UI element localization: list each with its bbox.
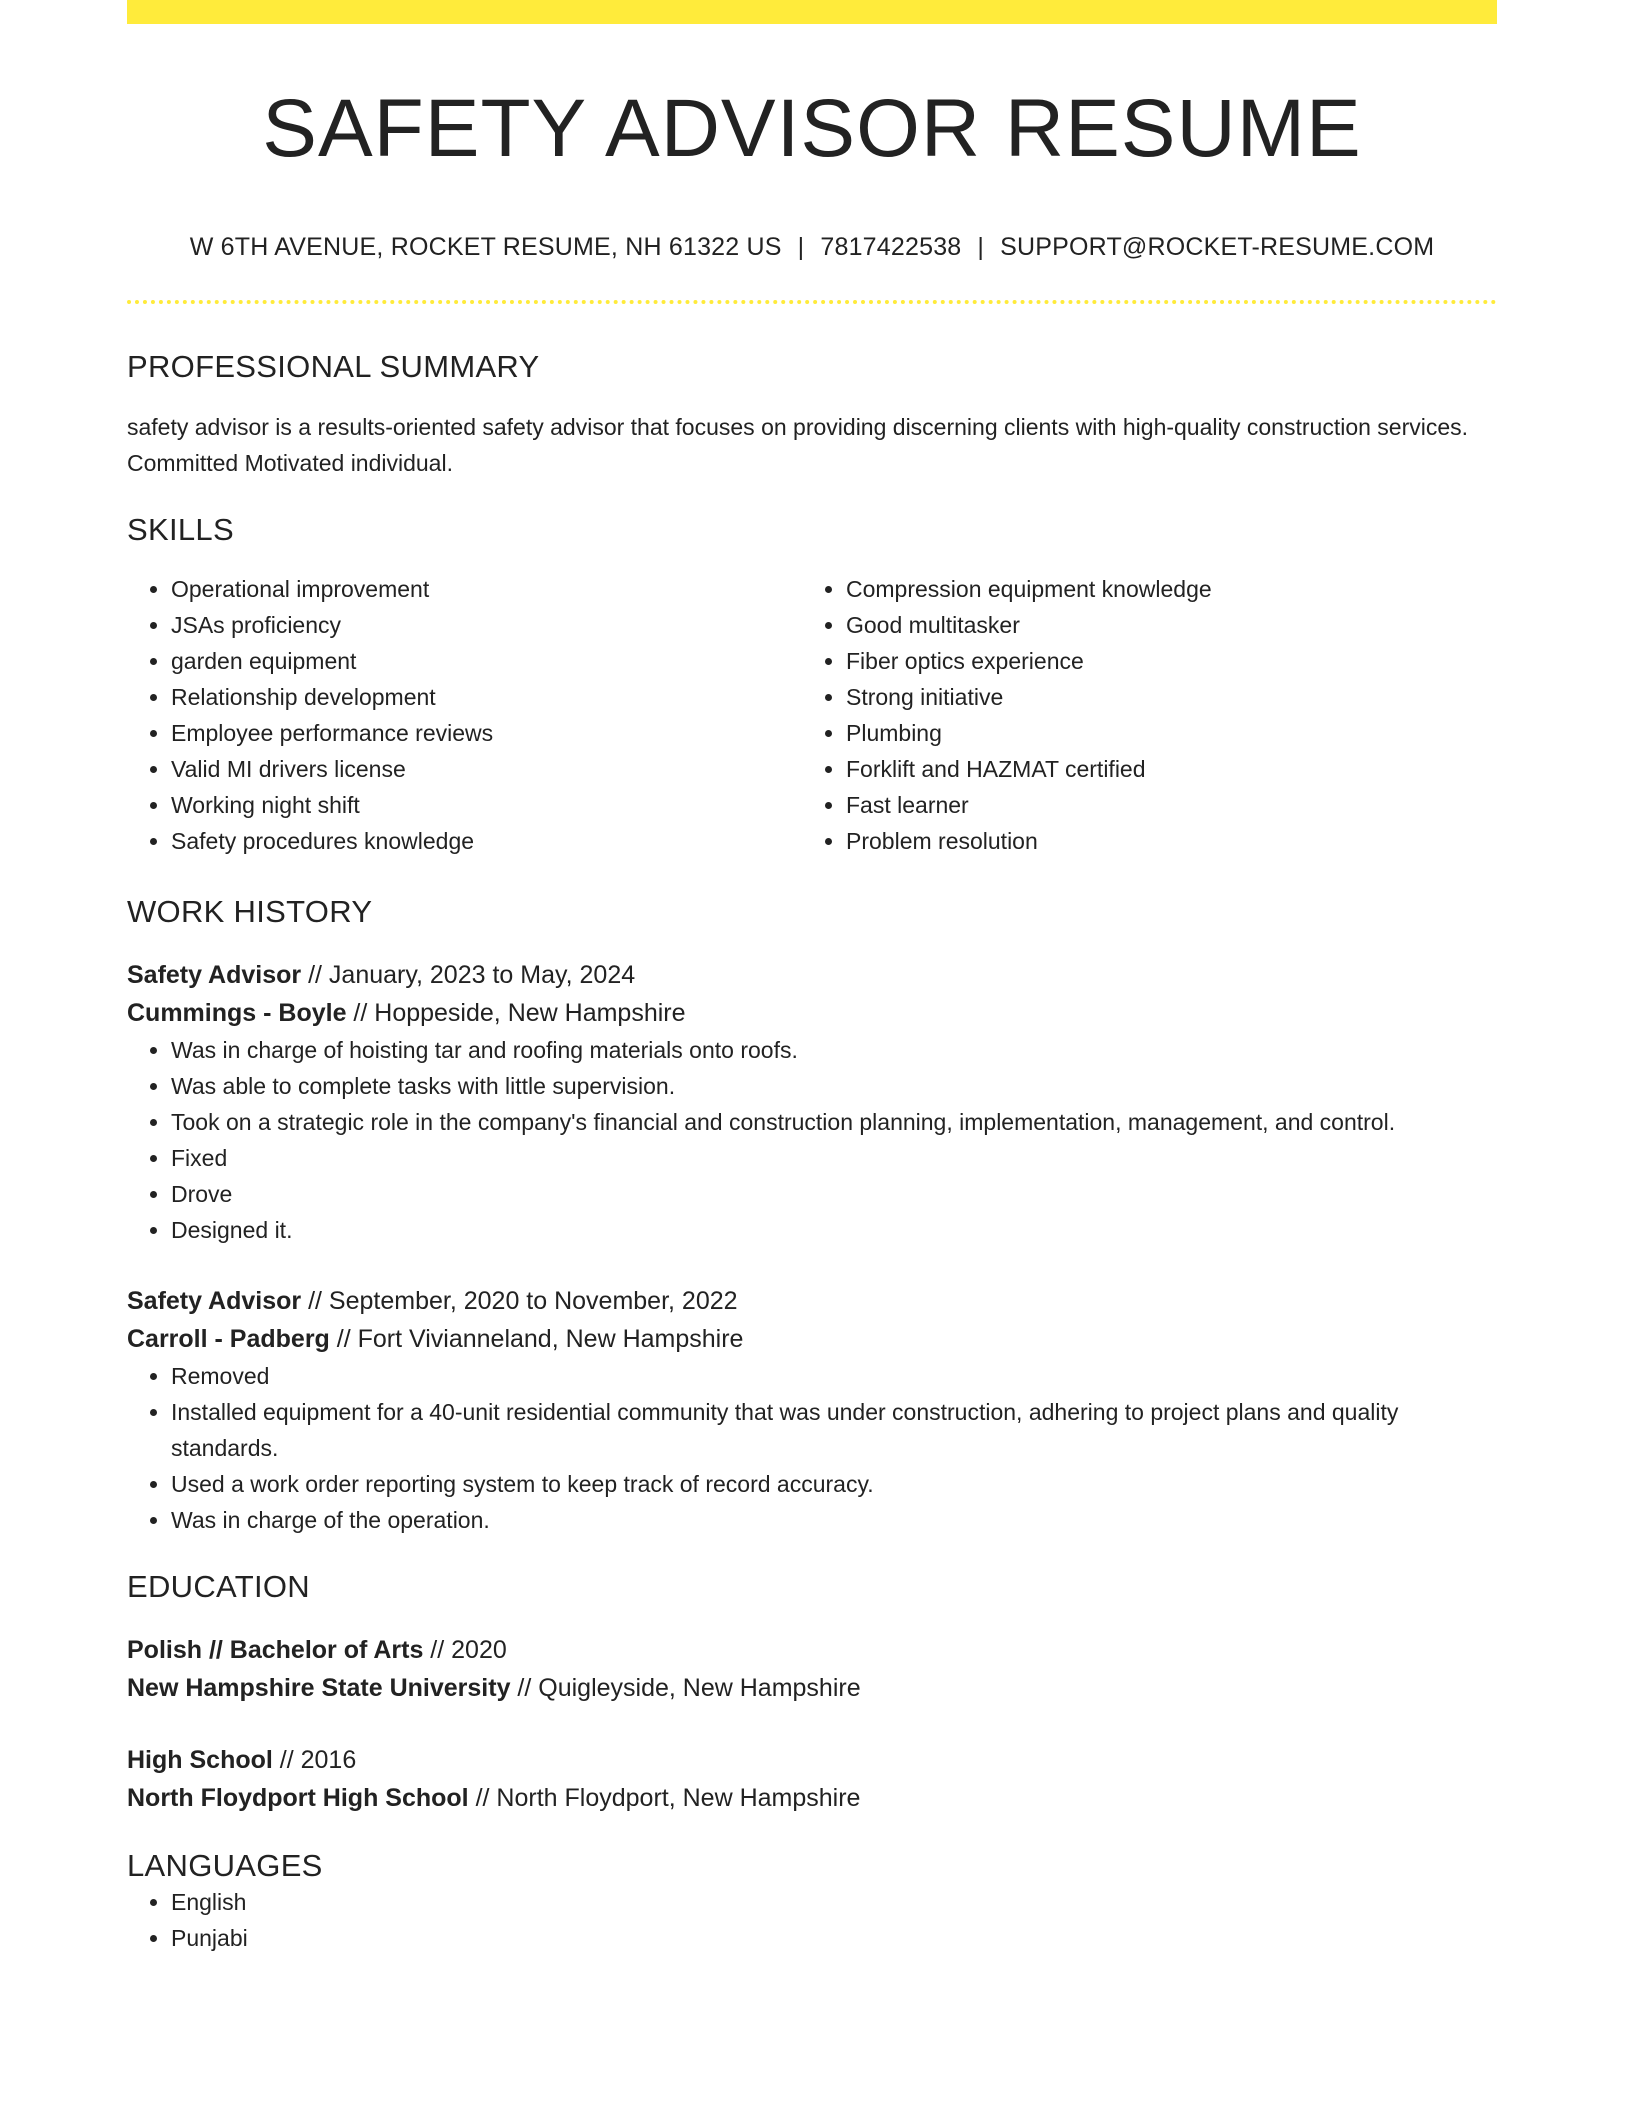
job-bullet: • Took on a strategic role in the company's financial and construction planning, implementation, management, and control. [171, 1104, 1497, 1140]
job-bullet: • Was in charge of the operation. [171, 1502, 1497, 1538]
skill-item: • Forklift and HAZMAT certified [846, 751, 1477, 787]
education-year: // 2020 [423, 1635, 507, 1664]
education-degree: Polish // Bachelor of Arts [127, 1635, 424, 1664]
skill-item: • Relationship development [171, 679, 802, 715]
skill-item: • Compression equipment knowledge [846, 571, 1477, 607]
work-history-section [127, 893, 1497, 1538]
job-title-line [127, 1282, 1497, 1320]
education-location: // North Floydport, New Hampshire [468, 1783, 861, 1812]
contact-line [127, 232, 1497, 262]
job-bullet-list [127, 1032, 1497, 1248]
dotted-divider [127, 300, 1497, 304]
skills-grid [127, 571, 1497, 859]
job-title: Safety Advisor [127, 1286, 302, 1315]
skills-column-left [127, 571, 802, 859]
job-header [127, 1282, 1497, 1358]
skills-column-right [802, 571, 1477, 859]
skill-item: • Working night shift [171, 787, 802, 823]
skill-item: • Employee performance reviews [171, 715, 802, 751]
skill-item: • Plumbing [846, 715, 1477, 751]
skill-item: • Fiber optics experience [846, 643, 1477, 679]
contact-phone: 7817422538 [820, 233, 962, 262]
education-school: North Floydport High School [127, 1783, 469, 1812]
job-location: // Hoppeside, New Hampshire [346, 998, 686, 1027]
job-bullet: • Fixed [171, 1140, 1497, 1176]
skill-item: • JSAs proficiency [171, 607, 802, 643]
education-degree-line [127, 1631, 1497, 1669]
job-bullet: • Installed equipment for a 40-unit residential community that was under construction, adhering to project plans and quality standards. [171, 1394, 1497, 1466]
job-bullet: • Removed [171, 1358, 1497, 1394]
contact-email: SUPPORT@ROCKET-RESUME.COM [1000, 233, 1435, 262]
language-item: • English [171, 1884, 1497, 1920]
resume-title: SAFETY ADVISOR RESUME [262, 83, 1362, 174]
skill-item: • Good multitasker [846, 607, 1477, 643]
education-entry [127, 1741, 1497, 1817]
skills-list-right [802, 571, 1477, 859]
job-company-line [127, 1320, 1497, 1358]
education-degree: High School [127, 1745, 273, 1774]
job-entry [127, 1282, 1497, 1538]
education-school: New Hampshire State University [127, 1673, 511, 1702]
skills-list-left [127, 571, 802, 859]
education-degree-line [127, 1741, 1497, 1779]
languages-list [127, 1884, 1497, 1956]
summary-text: safety advisor is a results-oriented safety advisor that focuses on providing discerning clients with high-quality construction services. Committed Motivated individual. [127, 414, 1469, 477]
contact-separator: | [977, 233, 985, 262]
job-bullet: • Drove [171, 1176, 1497, 1212]
education-location: // Quigleyside, New Hampshire [510, 1673, 861, 1702]
skills-heading: SKILLS [127, 512, 234, 548]
education-entry [127, 1631, 1497, 1707]
education-heading: EDUCATION [127, 1568, 310, 1604]
languages-section [127, 1847, 1497, 1956]
education-year: // 2016 [272, 1745, 357, 1774]
job-bullet: • Was able to complete tasks with little supervision. [171, 1068, 1497, 1104]
contact-separator: | [797, 233, 805, 262]
job-location: // Fort Vivianneland, New Hampshire [329, 1324, 744, 1353]
job-bullet: • Used a work order reporting system to keep track of record accuracy. [171, 1466, 1497, 1502]
skills-section [127, 511, 1497, 858]
job-company: Carroll - Padberg [127, 1324, 330, 1353]
job-company: Cummings - Boyle [127, 998, 347, 1027]
job-entry [127, 956, 1497, 1248]
job-dates: // September, 2020 to November, 2022 [301, 1286, 738, 1315]
work-history-heading: WORK HISTORY [127, 893, 373, 929]
language-item: • Punjabi [171, 1920, 1497, 1956]
summary-section [127, 348, 1497, 481]
skill-item: • Valid MI drivers license [171, 751, 802, 787]
education-school-line [127, 1669, 1497, 1707]
job-dates: // January, 2023 to May, 2024 [301, 960, 636, 989]
job-company-line [127, 994, 1497, 1032]
languages-heading: LANGUAGES [127, 1847, 323, 1883]
skill-item: • Safety procedures knowledge [171, 823, 802, 859]
job-bullet-list [127, 1358, 1497, 1538]
job-title: Safety Advisor [127, 960, 302, 989]
skill-item: • Fast learner [846, 787, 1477, 823]
resume-page [127, 0, 1497, 1956]
skill-item: • Strong initiative [846, 679, 1477, 715]
job-bullet: • Designed it. [171, 1212, 1497, 1248]
education-school-line [127, 1779, 1497, 1817]
skill-item: • Problem resolution [846, 823, 1477, 859]
education-section [127, 1568, 1497, 1817]
job-header [127, 956, 1497, 1032]
summary-heading: PROFESSIONAL SUMMARY [127, 349, 540, 385]
job-bullet: • Was in charge of hoisting tar and roofing materials onto roofs. [171, 1032, 1497, 1068]
skill-item: • Operational improvement [171, 571, 802, 607]
job-title-line [127, 956, 1497, 994]
skill-item: • garden equipment [171, 643, 802, 679]
contact-address: W 6TH AVENUE, ROCKET RESUME, NH 61322 US [189, 233, 782, 262]
accent-top-bar [127, 0, 1497, 24]
